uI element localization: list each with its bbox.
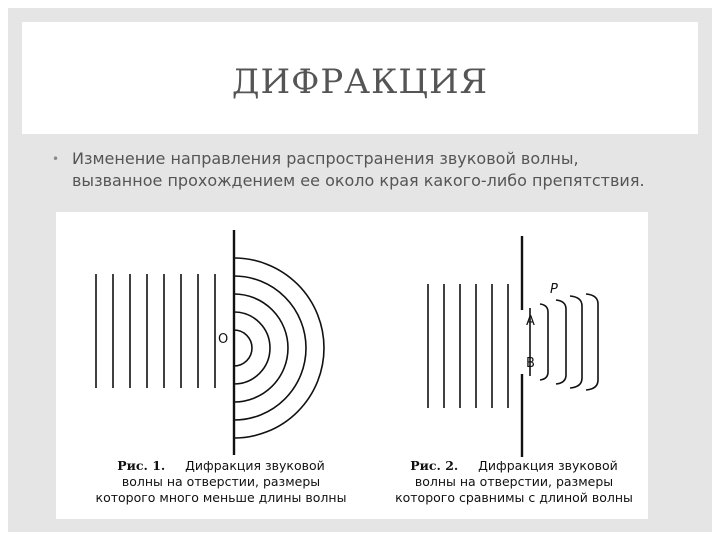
fig2-caption-title: Дифракция звуковой: [478, 458, 618, 473]
fig2-caption-label: Рис. 2.: [410, 458, 459, 473]
fig1-circular-wave: [234, 330, 252, 366]
fig2-transmitted-wave: [570, 296, 582, 388]
fig2-point-p: P: [550, 282, 558, 297]
fig2-transmitted-wave: [586, 294, 598, 390]
fig1-caption-label: Рис. 1.: [117, 458, 166, 473]
bullet-dot-icon: •: [52, 152, 60, 166]
fig1-caption-line1: [86, 458, 356, 474]
fig2-transmitted-wave: [556, 300, 566, 384]
fig2-caption-line3: которого сравнимы с длиной волны: [395, 490, 633, 505]
fig2-point-b: B: [526, 356, 535, 371]
bullet-text: [72, 148, 692, 192]
fig1-point-o: O: [218, 332, 229, 347]
fig1-circular-wave: [234, 294, 288, 402]
diffraction-figure: [56, 212, 648, 519]
fig2-point-a: A: [526, 314, 535, 329]
fig2-transmitted-wave: [540, 304, 548, 380]
title-box: [22, 22, 698, 134]
slide-title: ДИФРАКЦИЯ: [231, 62, 489, 102]
fig2-caption-line2: волны на отверстии, размеры: [414, 474, 614, 489]
bullet-line-1: Изменение направления распространения звуковой волны,: [72, 149, 579, 168]
fig2-caption: [386, 458, 642, 506]
bullet-item: [52, 148, 692, 192]
fig1-caption-title: Дифракция звуковой: [185, 458, 325, 473]
fig2-caption-line1: [386, 458, 642, 474]
fig1-circular-wave: [234, 258, 324, 438]
fig1-caption-line2: волны на отверстии, размеры: [121, 474, 321, 489]
bullet-line-2: вызванное прохождением ее около края какого-либо препятствия.: [72, 171, 645, 190]
fig1-caption: [86, 458, 356, 506]
fig1-caption-line3: которого много меньше длины волны: [95, 490, 347, 505]
